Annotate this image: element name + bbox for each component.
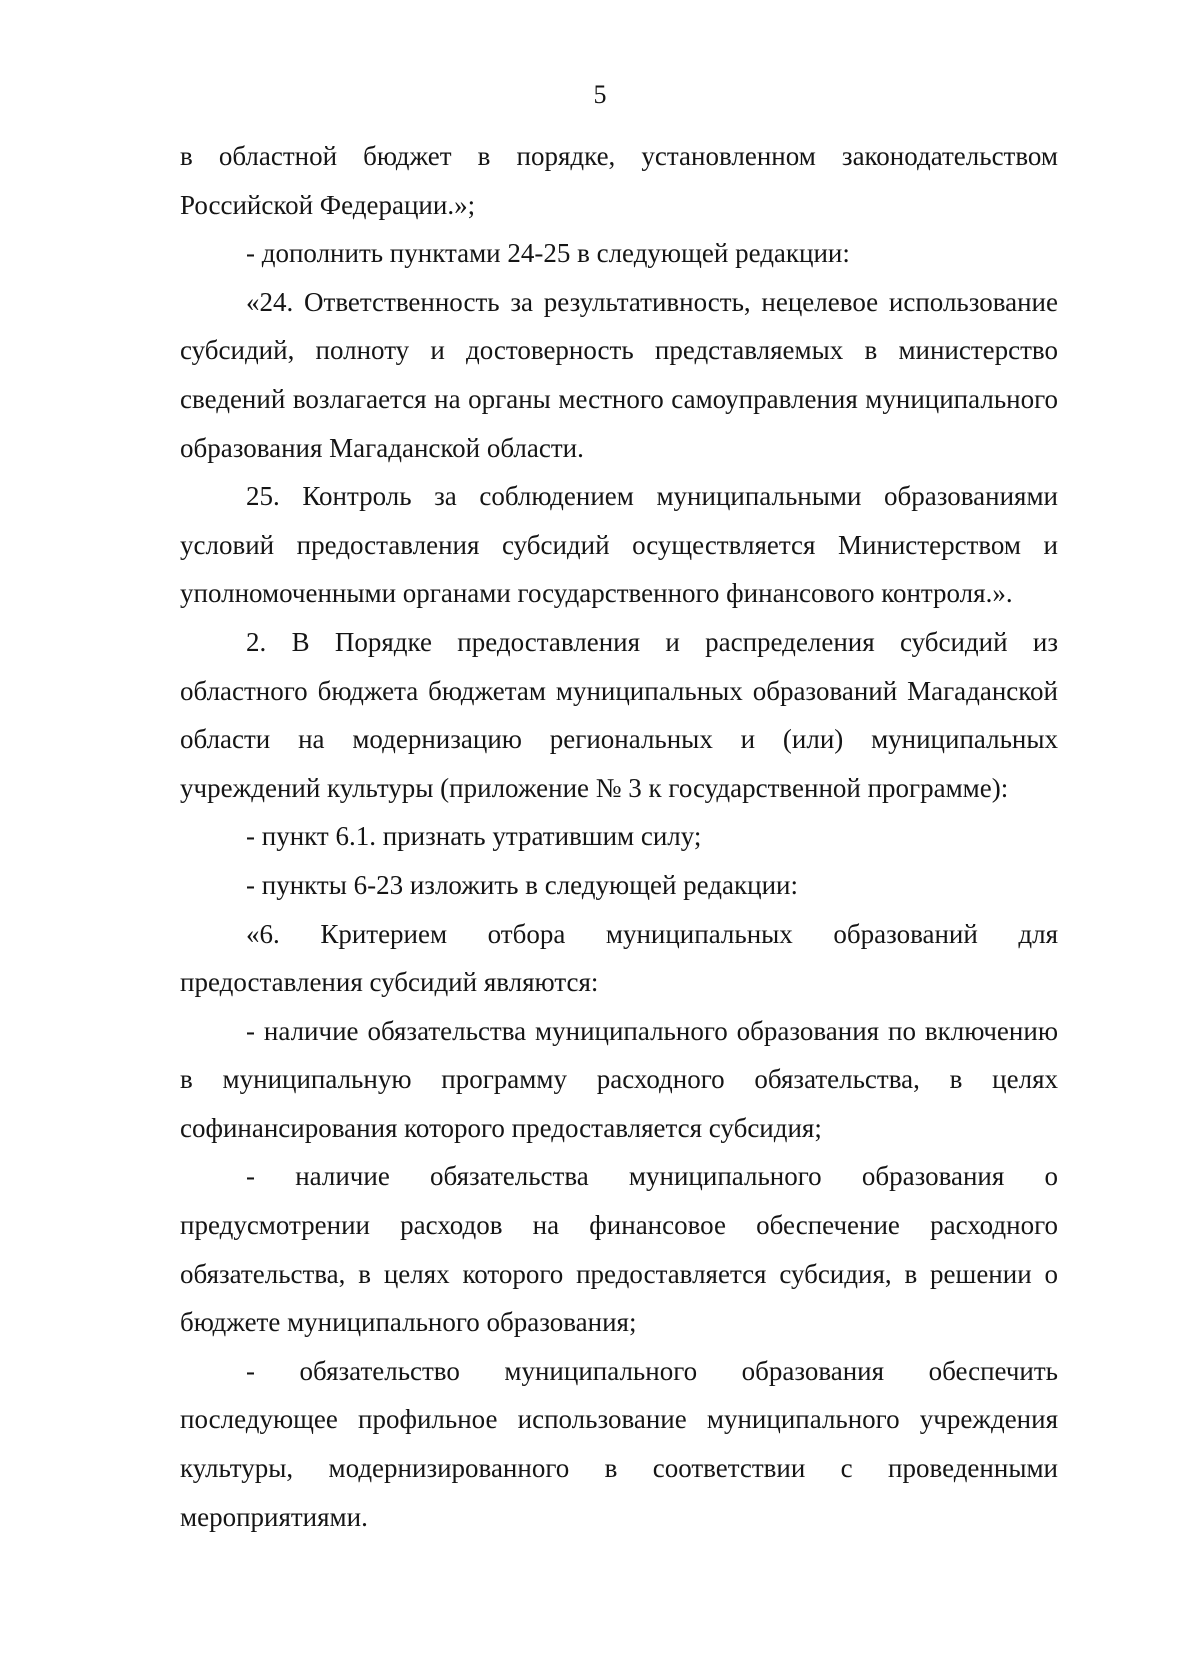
- paragraph: «24. Ответственность за результативность, нецелевое использование субсидий, полноту и достоверность представляемых в министерство сведений возлагается на органы местного самоуправления муниципального образования Магаданской области.: [180, 286, 1058, 463]
- paragraph: в областной бюджет в порядке, установленном законодательством Российской Федерации.»;: [180, 141, 1058, 220]
- paragraph: 25. Контроль за соблюдением муниципальными образованиями условий предоставления субсидий осуществляется Министерством и уполномоченными органами государственного финансового контроля.».: [180, 481, 1058, 609]
- paragraph: - наличие обязательства муниципального образования о предусмотрении расходов на финансовое обеспечение расходного обязательства, в целях которого предоставляется субсидия, в решении о бюджете муниципального образования;: [180, 1161, 1058, 1338]
- paragraph: - пункт 6.1. признать утратившим силу;: [246, 821, 702, 852]
- document-body: [180, 132, 1058, 1541]
- paragraph: - пункты 6-23 изложить в следующей редакции:: [246, 869, 798, 900]
- paragraph: 2. В Порядке предоставления и распределения субсидий из областного бюджета бюджетам муниципальных образований Магаданской области на модернизацию региональных и (или) муниципальных учреждений культуры (приложение № 3 к государственной программе):: [180, 626, 1058, 803]
- paragraph: - обязательство муниципального образования обеспечить последующее профильное использование муниципального учреждения культуры, модернизированного в соответствии с проведенными мероприятиями.: [180, 1355, 1058, 1532]
- paragraph: - наличие обязательства муниципального образования по включению в муниципальную программу расходного обязательства, в целях софинансирования которого предоставляется субсидия;: [180, 1015, 1058, 1143]
- page-number: 5: [593, 80, 607, 109]
- paragraph: - дополнить пунктами 24-25 в следующей редакции:: [246, 238, 850, 269]
- paragraph: «6. Критерием отбора муниципальных образований для предоставления субсидий являются:: [180, 918, 1058, 998]
